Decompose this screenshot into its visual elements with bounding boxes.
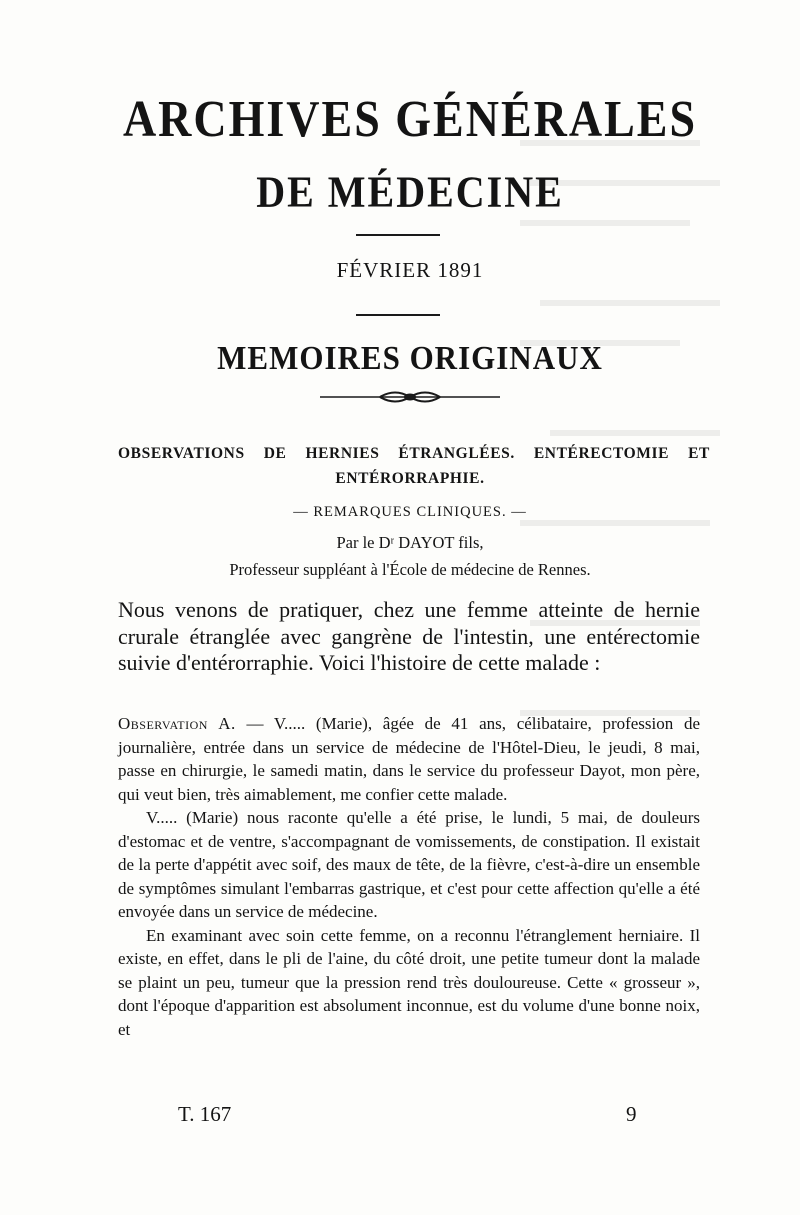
volume-number: T. 167 (178, 1102, 232, 1126)
author-affiliation: Professeur suppléant à l'École de médecine de Rennes. (229, 560, 591, 579)
observation-label: Observation A. (118, 714, 236, 733)
rule-middle (356, 314, 440, 316)
section-title: MEMOIRES ORIGINAUX (217, 338, 603, 377)
observation-text (118, 712, 700, 1041)
article-byline: Par le Dʳ DAYOT fils, (336, 533, 484, 552)
ornament-divider (320, 390, 500, 404)
article-remarks: — REMARQUES CLINIQUES. — (293, 504, 527, 520)
observation-paragraph-3: En examinant avec soin cette femme, on a reconnu l'étranglement herniaire. Il existe, en effet, dans le pli de l'aine, du côté droit, une petite tumeur dont la malade se plaint un peu, tumeur que la pression rend très douloureuse. Cette « grosseur », dont l'époque d'apparition est absolument inconnue, est du volume d'une bonne noix, et (118, 925, 700, 1039)
rule-top (356, 234, 440, 236)
observation-paragraph-2: V..... (Marie) nous raconte qu'elle a été prise, le lundi, 5 mai, de douleurs d'estomac et de ventre, s'accompagnant de vomissements, de constipation. Il existait de la perte d'appétit avec soif, des maux de tête, de la fièvre, c'est-à-dire un ensemble de symptômes simulant l'embarras gastrique, et c'est pour cette affection qu'elle a été envoyée dans un service de médecine. (118, 808, 700, 921)
intro-paragraph: Nous venons de pratiquer, chez une femme atteinte de hernie crurale étranglée avec gangrène de l'intestin, une entérectomie suivie d'entérorraphie. Voici l'histoire de cette malade : (118, 597, 700, 675)
journal-title: ARCHIVES GÉNÉRALES (122, 89, 698, 148)
issue-date: FÉVRIER 1891 (336, 258, 484, 282)
article-title-line2: ENTÉRORRAPHIE. (335, 470, 485, 487)
paragraph-1-text: — V..... (Marie), âgée de 41 ans, célibataire, profession de journalière, entrée dans un service de médecine de l'Hôtel-Dieu, le jeudi, 8 mai, passe en chirurgie, le samedi matin, dans le service du professeur Dayot, mon père, qui veut bien, très aimablement, me confier cette malade. (118, 714, 701, 804)
article-title-line1: OBSERVATIONS DE HERNIES ÉTRANGLÉES. ENTÉRECTOMIE ET (118, 445, 710, 462)
journal-subtitle: DE MÉDECINE (256, 166, 564, 217)
page-number: 9 (626, 1102, 637, 1126)
observation-paragraph-1 (118, 712, 700, 806)
